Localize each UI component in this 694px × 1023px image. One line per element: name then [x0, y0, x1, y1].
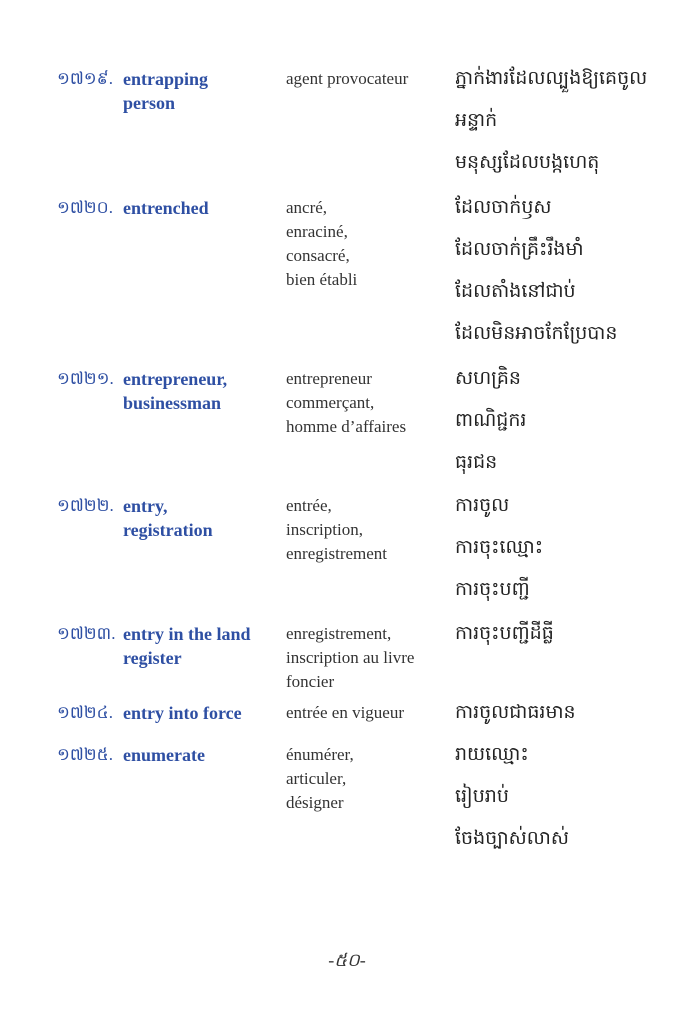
khmer-line: ការចូលជាធរមាន: [455, 702, 576, 723]
khmer-line: អន្ទាក់: [455, 110, 498, 131]
french-line: agent provocateur: [286, 69, 409, 88]
khmer-line: ដែលចាក់គ្រឹះរឹងមាំ: [455, 239, 584, 260]
entry-number: ១៧២២.: [57, 496, 114, 515]
entry-number: ១៧២០.: [57, 198, 113, 217]
khmer-translation: [455, 494, 685, 620]
khmer-translation: [455, 196, 685, 364]
term-line: person: [123, 93, 176, 113]
french-line: ancré,: [286, 198, 328, 217]
entry-number: ១៧២១.: [57, 369, 114, 388]
khmer-line: ដែលមិនអាចកែប្រែបាន: [455, 323, 618, 344]
term-line: entrepreneur,: [123, 369, 228, 389]
khmer-line: ដែលតាំងនៅជាប់: [455, 281, 576, 302]
page-number: -៥០-: [328, 950, 366, 970]
khmer-line: ចែងច្បាស់លាស់: [455, 828, 569, 849]
entry-number: ១៧២៣.: [57, 624, 116, 643]
french-line: articuler,: [286, 769, 347, 788]
english-term: [123, 367, 283, 415]
khmer-line: មនុស្សដែលបង្កហេតុ: [455, 152, 600, 173]
khmer-line: ការចុះបញ្ជី: [455, 579, 530, 600]
khmer-translation: [455, 67, 685, 193]
french-line: foncier: [286, 672, 335, 691]
french-line: inscription,: [286, 520, 363, 539]
french-translation: [286, 196, 451, 292]
french-line: enregistrement: [286, 544, 388, 563]
english-term: [123, 67, 283, 115]
term-line: entry,: [123, 496, 168, 516]
khmer-line: ការចូល: [455, 495, 510, 516]
khmer-line: រៀបរាប់: [455, 786, 509, 807]
english-term: [123, 622, 283, 670]
term-line: entrenched: [123, 198, 209, 218]
french-line: entrée en vigueur: [286, 703, 404, 722]
english-term: [123, 494, 283, 542]
french-line: consacré,: [286, 246, 350, 265]
french-translation: [286, 701, 451, 725]
french-line: enregistrement,: [286, 624, 392, 643]
english-term: [123, 701, 283, 725]
khmer-translation: [455, 701, 685, 743]
french-translation: [286, 367, 451, 439]
khmer-translation: [455, 743, 685, 869]
french-line: inscription au livre: [286, 648, 415, 667]
term-line: registration: [123, 520, 213, 540]
english-term: [123, 743, 283, 767]
khmer-translation: [455, 367, 685, 493]
khmer-line: ដែលចាក់ឫស: [455, 197, 552, 218]
khmer-line: រាយឈ្មោះ: [455, 744, 529, 765]
entry-number: ១៧២៥.: [57, 745, 113, 764]
french-translation: [286, 494, 451, 566]
french-translation: [286, 743, 451, 815]
french-line: entrée,: [286, 496, 332, 515]
french-line: bien établi: [286, 270, 358, 289]
khmer-line: ការចុះឈ្មោះ: [455, 537, 544, 558]
french-translation: [286, 622, 451, 694]
khmer-line: ការចុះបញ្ជីដីធ្លី: [455, 623, 554, 644]
entry-number: ១៧២៤.: [57, 703, 113, 722]
french-line: homme d’affaires: [286, 417, 407, 436]
term-line: entrapping: [123, 69, 209, 89]
french-line: énumérer,: [286, 745, 354, 764]
khmer-line: ធុរជន: [455, 452, 498, 473]
khmer-line: ពាណិជ្ជករ: [455, 410, 527, 431]
khmer-line: សហគ្រិន: [455, 368, 521, 389]
term-line: enumerate: [123, 745, 205, 765]
khmer-line: ភ្នាក់ងារដែលល្បួងឱ្យគេចូល: [455, 68, 648, 89]
term-line: entry into force: [123, 703, 242, 723]
french-translation: [286, 67, 451, 91]
term-line: businessman: [123, 393, 222, 413]
english-term: [123, 196, 283, 220]
french-line: entrepreneur: [286, 369, 372, 388]
term-line: register: [123, 648, 182, 668]
french-line: commerçant,: [286, 393, 375, 412]
french-line: enraciné,: [286, 222, 348, 241]
khmer-translation: [455, 622, 685, 664]
entry-number: ១៧១៩.: [57, 69, 113, 88]
term-line: entry in the land: [123, 624, 251, 644]
french-line: désigner: [286, 793, 344, 812]
